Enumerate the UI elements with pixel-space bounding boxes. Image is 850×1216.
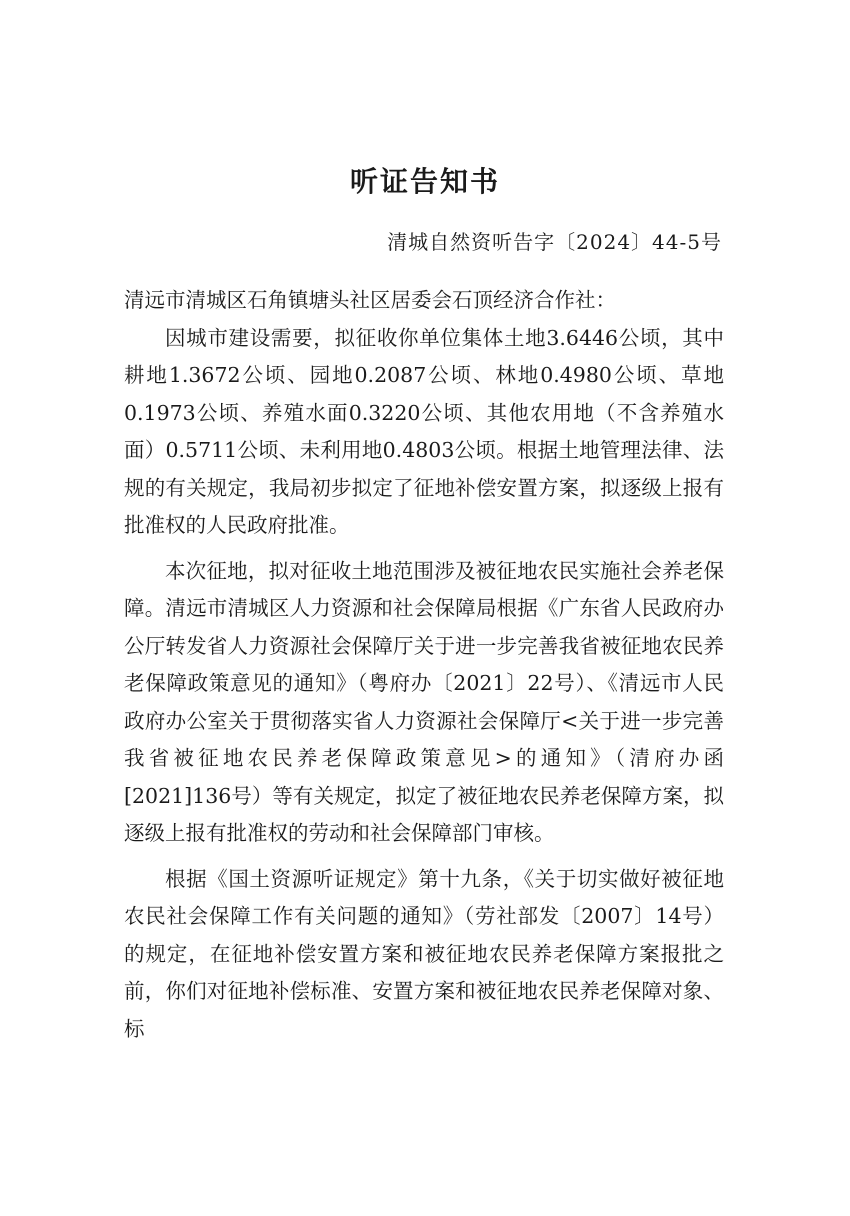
document-title: 听证告知书 [349, 165, 500, 198]
paragraph-hearing-rights: 根据《国土资源听证规定》第十九条，《关于切实做好被征地农民社会保障工作有关问题的通知》（劳社部发〔2007〕14号）的规定，在征地补偿安置方案和被征地农民养老保障方案报批之前，你们对征地补偿标准、安置方案和被征地农民养老保障对象、标 [124, 866, 724, 1041]
document-body [124, 282, 724, 1056]
paragraph-pension-security: 本次征地，拟对征收土地范围涉及被征地农民实施社会养老保障。清远市清城区人力资源和社会保障局根据《广东省人民政府办公厅转发省人力资源社会保障厅关于进一步完善我省被征地农民养老保障政策意见的通知》（粤府办〔2021〕22号）、《清远市人民政府办公室关于贯彻落实省人力资源社会保障厅<关于进一步完善我省被征地农民养老保障政策意见>的通知》（清府办函[2021]136号）等有关规定，拟定了被征地农民养老保障方案，拟逐级上报有批准权的劳动和社会保障部门审核。 [124, 558, 724, 845]
document-number: 清城自然资听告字〔2024〕44-5号 [387, 230, 722, 254]
salutation: 清远市清城区石角镇塘头社区居委会石顶经济合作社： [124, 288, 616, 312]
paragraph-land-acquisition: 因城市建设需要，拟征收你单位集体土地3.6446公顷，其中耕地1.3672公顷、园地0.2087公顷、林地0.4980公顷、草地0.1973公顷、养殖水面0.3220公顷、其他农用地（不含养殖水面）0.5711公顷、未利用地0.4803公顷。根据土地管理法律、法规的有关规定，我局初步拟定了征地补偿安置方案，拟逐级上报有批准权的人民政府批准。 [124, 325, 724, 537]
